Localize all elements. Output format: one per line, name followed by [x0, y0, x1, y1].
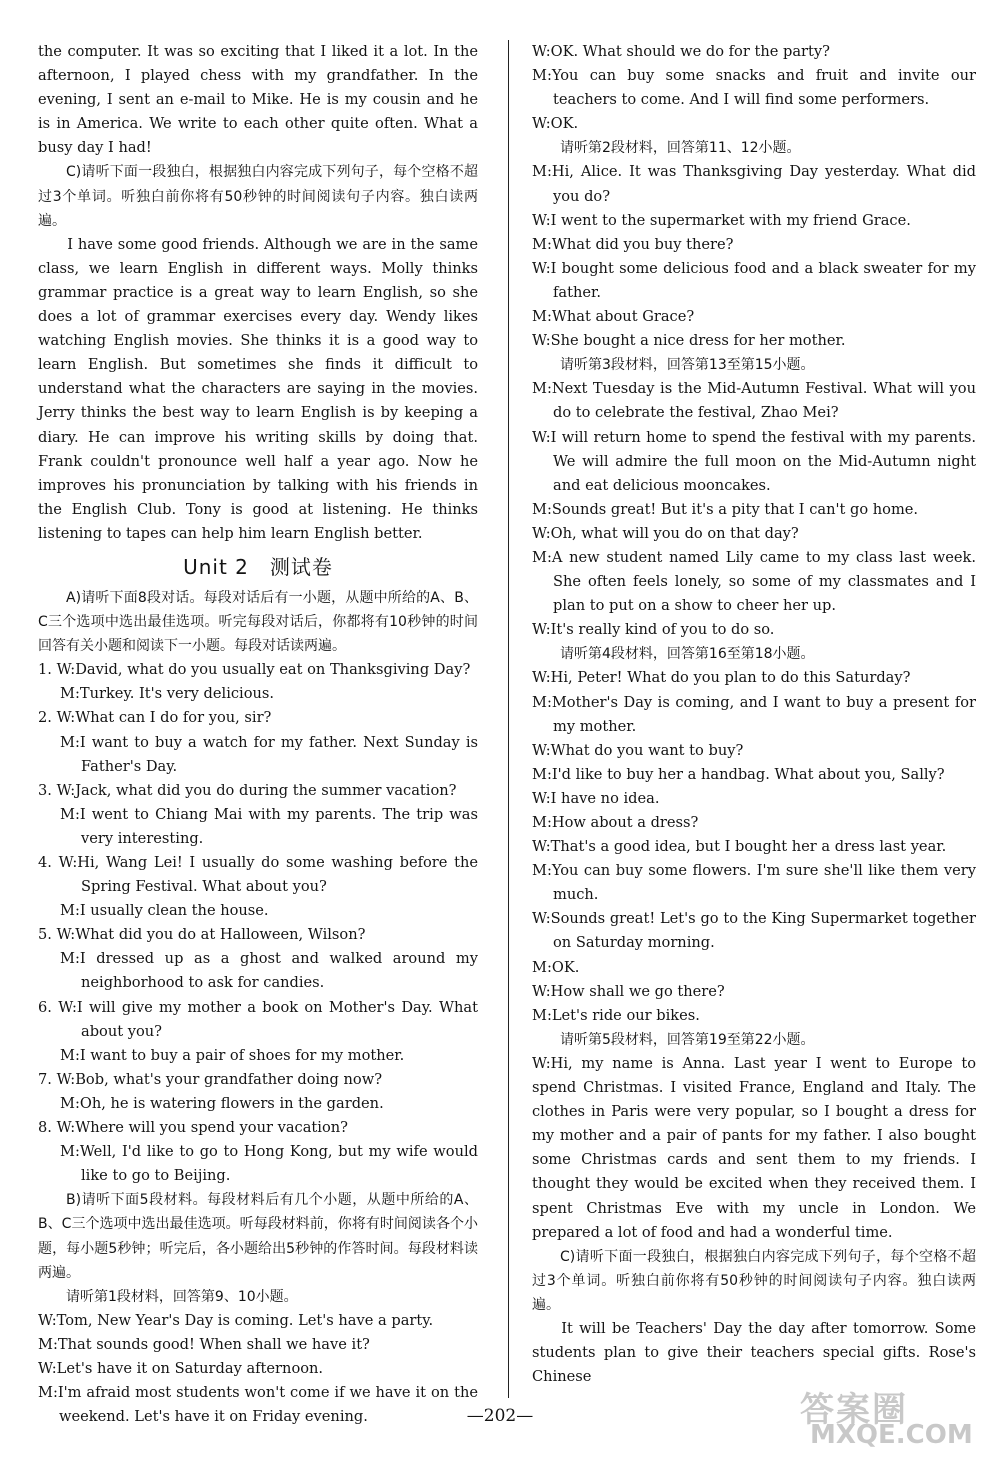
dialogue-4-m: M:I usually clean the house. [60, 902, 269, 920]
dialogue-8-m: M:Well, I'd like to go to Hong Kong, but my wife would like to go to Beijing. [60, 1143, 478, 1185]
material-4-line-9: W:Sounds great! Let's go to the King Supermarket together on Saturday morning. [532, 910, 976, 952]
material-1-heading: 请听第1段材料，回答第9、10小题。 [66, 1288, 298, 1305]
material-4-line-1: W:Hi, Peter! What do you plan to do this Saturday? [532, 669, 911, 687]
unit-heading: Unit 2 测试卷 [183, 554, 333, 579]
material-1-line-2: M:That sounds good! When shall we have it? [38, 1335, 370, 1353]
material-3-line-1: M:Next Tuesday is the Mid-Autumn Festival. What will you do to celebrate the festival, Zhao Mei? [532, 380, 976, 422]
material-3-line-6: W:It's really kind of you to do so. [532, 621, 775, 639]
material-1-line-5: W:OK. What should we do for the party? [532, 43, 830, 60]
material-3-heading: 请听第3段材料，回答第13至第15小题。 [560, 357, 815, 374]
material-4-line-2: M:Mother's Day is coming, and I want to buy a present for my mother. [532, 693, 976, 735]
material-4-line-4: M:I'd like to buy her a handbag. What about you, Sally? [532, 765, 945, 783]
material-4-heading: 请听第4段材料，回答第16至第18小题。 [560, 646, 815, 663]
page-number: —202— [466, 1406, 534, 1426]
dialogue-3-w: 3. W:Jack, what did you do during the summer vacation? [38, 781, 457, 799]
monologue-2-text: It will be Teachers' Day the day after tomorrow. Some students plan to give their teachers special gifts. Rose's Chinese [532, 1319, 976, 1386]
watermark-logo: 答案圈 [800, 1390, 908, 1430]
material-5-monologue: W:Hi, my name is Anna. Last year I went to Europe to spend Christmas. I visited France, England and Italy. The clothes in Paris were very popular, so I bought a dress for my mother and a pair of pants for my father. I also bought some Christmas cards and sent them to my friends. I thought they would be excited when they received them. I spent Christmas Eve with my uncle in London. We prepared a lot of food and had a wonderful time. [532, 1054, 976, 1241]
dialogue-5-m: M:I dressed up as a ghost and walked around my neighborhood to ask for candies. [60, 950, 478, 992]
dialogue-7-w: 7. W:Bob, what's your grandfather doing now? [38, 1070, 383, 1088]
material-1-line-1: W:Tom, New Year's Day is coming. Let's have a party. [38, 1311, 434, 1329]
material-3-line-2: W:I will return home to spend the festival with my parents. We will admire the full moon on the Mid-Autumn night and eat delicious mooncakes. [532, 428, 976, 494]
material-5-heading: 请听第5段材料，回答第19至第22小题。 [560, 1031, 815, 1048]
dialogue-1-w: 1. W:David, what do you usually eat on Thanksgiving Day? [38, 661, 471, 679]
material-4-line-11: W:How shall we go there? [532, 982, 725, 1000]
material-4-line-10: M:OK. [532, 958, 580, 976]
section-c-instructions-2: C)请听下面一段独白，根据独白内容完成下列句子，每个空格不超过3个单词。听独白前你将有50秒钟的时间阅读句子内容。独白读两遍。 [532, 1248, 976, 1313]
material-4-line-12: M:Let's ride our bikes. [532, 1006, 700, 1024]
dialogue-1-m: M:Turkey. It's very delicious. [60, 685, 275, 703]
right-column [532, 40, 976, 1389]
section-c-instructions: C)请听下面一段独白，根据独白内容完成下列句子，每个空格不超过3个单词。听独白前你将有50秒钟的时间阅读句子内容。独白读两遍。 [38, 164, 478, 229]
material-2-line-3: M:What did you buy there? [532, 235, 734, 253]
dialogue-6-m: M:I want to buy a pair of shoes for my mother. [60, 1046, 405, 1064]
material-2-heading: 请听第2段材料，回答第11、12小题。 [560, 140, 801, 157]
material-4-line-6: M:How about a dress? [532, 814, 699, 831]
material-1-line-4: M:I'm afraid most students won't come if we have it on the weekend. Let's have it on Friday evening. [38, 1384, 478, 1426]
section-b-instructions: B)请听下面5段材料。每段材料后有几个小题，从题中所给的A、B、C三个选项中选出最佳选项。听每段材料前，你将有时间阅读各个小题，每小题5秒钟；听完后，各小题给出5秒钟的作答时间。每段材料读两遍。 [38, 1192, 478, 1281]
material-4-line-7: W:That's a good idea, but I bought her a dress last year. [532, 838, 947, 856]
monologue-text: I have some good friends. Although we are in the same class, we learn English in different ways. Molly thinks grammar practice is a great way to learn English, so she does a lot of grammar exercises every day. Wendy likes watching English movies. She thinks it is a good way to learn English. But sometimes she finds it difficult to understand what the characters are saying in the movies. Jerry thinks the best way to learn English is by keeping a diary. He can improve his writing skills by doing that. Frank couldn't pronounce well half a year ago. Now he improves his pronunciation by talking with his friends in the English Club. Tony is good at listening. He thinks listening to tapes can help him learn English better. [38, 235, 478, 542]
column-divider [508, 40, 509, 1398]
material-3-line-3: M:Sounds great! But it's a pity that I can't go home. [532, 500, 919, 518]
material-4-line-8: M:You can buy some flowers. I'm sure she'll like them very much. [532, 862, 976, 904]
material-2-line-4: W:I bought some delicious food and a black sweater for my father. [532, 259, 976, 301]
dialogue-3-m: M:I went to Chiang Mai with my parents. The trip was very interesting. [60, 805, 478, 847]
dialogue-2-w: 2. W:What can I do for you, sir? [38, 709, 272, 727]
dialogue-4-w: 4. W:Hi, Wang Lei! I usually do some washing before the Spring Festival. What about you? [38, 854, 478, 896]
material-2-line-5: M:What about Grace? [532, 308, 695, 326]
material-2-line-2: W:I went to the supermarket with my friend Grace. [532, 211, 911, 229]
material-1-line-3: W:Let's have it on Saturday afternoon. [38, 1359, 324, 1377]
paragraph-continued: the computer. It was so exciting that I liked it a lot. In the afternoon, I played chess with my grandfather. In the evening, I sent an e-mail to Mike. He is my cousin and he is in America. We write to each other quite often. What a busy day I had! [38, 43, 478, 157]
material-2-line-1: M:Hi, Alice. It was Thanksgiving Day yesterday. What did you do? [532, 163, 976, 205]
material-1-line-7: W:OK. [532, 115, 579, 133]
section-a-instructions: A)请听下面8段对话。每段对话后有一小题，从题中所给的A、B、C三个选项中选出最佳选项。听完每段对话后，你都将有10秒钟的时间回答有关小题和阅读下一小题。每段对话读两遍。 [38, 589, 478, 655]
material-3-line-5: M:A new student named Lily came to my class last week. She often feels lonely, so some of my classmates and I plan to put on a show to cheer her up. [532, 548, 976, 615]
dialogue-6-w: 6. W:I will give my mother a book on Mother's Day. What about you? [38, 998, 478, 1040]
material-4-line-5: W:I have no idea. [532, 789, 660, 807]
dialogue-8-w: 8. W:Where will you spend your vacation? [38, 1119, 348, 1137]
dialogue-2-m: M:I want to buy a watch for my father. Next Sunday is Father's Day. [60, 733, 478, 775]
material-4-line-3: W:What do you want to buy? [532, 741, 744, 759]
dialogue-5-w: 5. W:What did you do at Halloween, Wilson? [38, 926, 366, 944]
material-1-line-6: M:You can buy some snacks and fruit and invite our teachers to come. And I will find some performers. [532, 67, 976, 109]
material-2-line-6: W:She bought a nice dress for her mother. [532, 332, 846, 350]
dialogue-7-m: M:Oh, he is watering flowers in the garden. [60, 1094, 384, 1112]
left-column [38, 40, 478, 1429]
watermark-url: MXQE.COM [810, 1420, 973, 1450]
material-3-line-4: W:Oh, what will you do on that day? [532, 524, 799, 542]
